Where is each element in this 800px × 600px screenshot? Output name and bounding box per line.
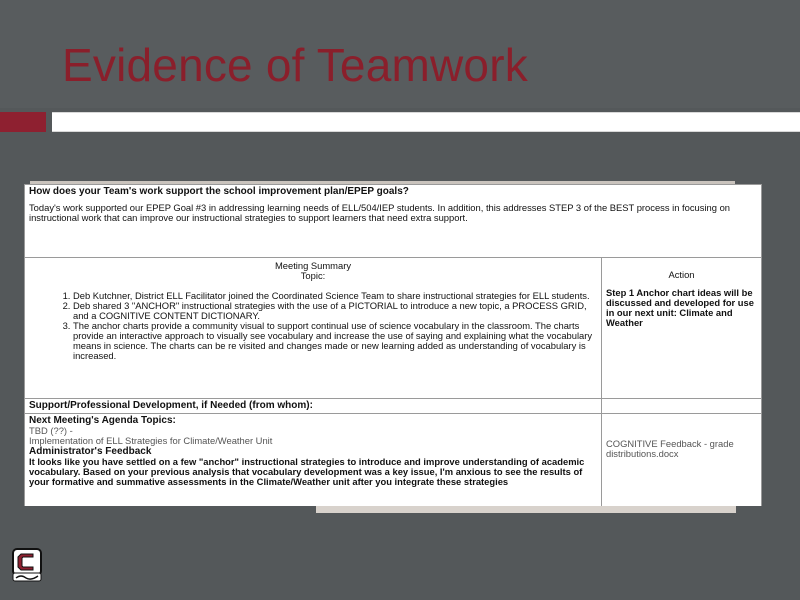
- support-row: [25, 399, 762, 414]
- agenda-row: [25, 414, 762, 507]
- slide-title: Evidence of Teamwork: [62, 39, 528, 91]
- meeting-document: [24, 184, 762, 506]
- goals-answer: Today's work supported our EPEP Goal #3 in addressing learning needs of ELL/504/IEP students. In addition, this addresses STEP 3 of the BEST process in focusing on instructional work that can improve our instructional strategies to support learners that need extra support.: [29, 202, 730, 223]
- summary-item-1: 1. Deb Kutchner, District ELL Facilitator joined the Coordinated Science Team to share instructional strategies for ELL students.: [73, 291, 597, 301]
- meeting-table: [24, 184, 762, 506]
- goals-question: How does your Team's work support the school improvement plan/EPEP goals?: [29, 186, 409, 197]
- admin-label: Administrator's Feedback: [29, 446, 152, 457]
- summary-list: [29, 291, 597, 361]
- goals-row: [25, 185, 762, 258]
- summary-row: [25, 258, 762, 399]
- next-date: TBD (??) -: [29, 425, 73, 436]
- accent-bar: [0, 112, 46, 132]
- next-topic: Implementation of ELL Strategies for Climate/Weather Unit: [29, 435, 273, 446]
- attachment-link[interactable]: COGNITIVE Feedback - grade distributions.docx: [606, 438, 734, 459]
- action-heading: Action: [668, 269, 695, 280]
- bruins-c-logo-icon: [12, 548, 42, 582]
- next-label: Next Meeting's Agenda Topics:: [29, 415, 176, 426]
- summary-item-3: 3. The anchor charts provide a community visual to support continual use of science vocabulary in the classroom. The charts provide an interactive approach to visually see vocabulary and increase the use of saying and explaining what the vocabulary means in science. The charts can be re visited and changes made or new learning added as understanding of vocabulary is increased.: [73, 321, 597, 361]
- admin-feedback: It looks like you have settled on a few "anchor" instructional strategies to introduce and improve understanding of academic vocabulary. Based on your previous analysis that vocabulary development was a key issue, I'm anxious to see the results of your formative and summative assessments in the Climate/Weather unit after you integrate these strategies: [29, 456, 585, 487]
- summary-heading: Meeting Summary: [274, 260, 352, 271]
- support-label: Support/Professional Development, if Needed (from whom):: [29, 400, 313, 411]
- action-text: Step 1 Anchor chart ideas will be discussed and developed for use in our next unit: Climate and Weather: [606, 287, 754, 328]
- divider-rule: [52, 112, 800, 132]
- summary-item-2: 2. Deb shared 3 "ANCHOR" instructional strategies with the use of a PICTORIAL to introduce a new topic, a PROCESS GRID, and a COGNITIVE CONTENT DICTIONARY.: [73, 301, 597, 321]
- topic-label: Topic:: [300, 270, 326, 281]
